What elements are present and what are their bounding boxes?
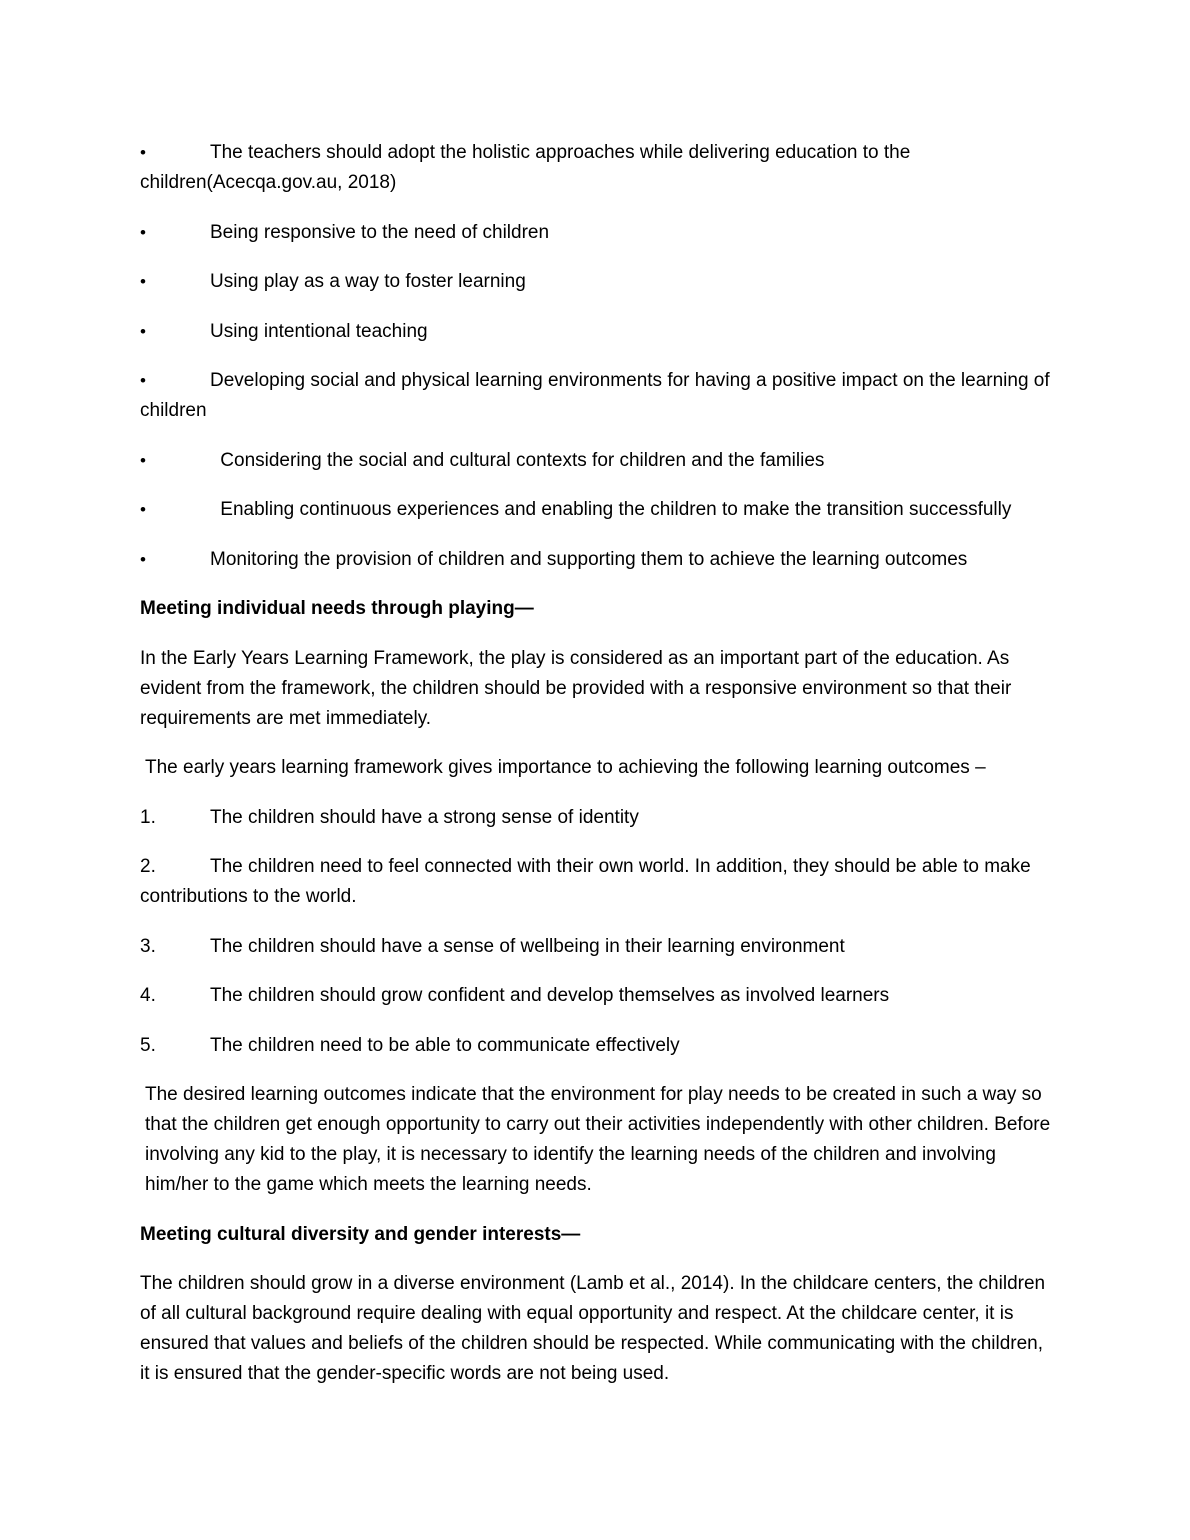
- numbered-item: [140, 1031, 1052, 1061]
- bullet-item: [140, 218, 1052, 248]
- section-heading-individual-needs: Meeting individual needs through playing—: [140, 598, 534, 619]
- bullet-marker: •: [140, 500, 146, 519]
- bullet-marker: •: [140, 450, 146, 470]
- bullet-item: [140, 446, 1052, 476]
- document-body: [140, 138, 1052, 1409]
- bullet-marker: •: [140, 549, 146, 569]
- bullet-item: [140, 317, 1052, 347]
- bullet-marker: •: [140, 222, 146, 242]
- item-text: The children should have a sense of wellbeing in their learning environment: [210, 935, 845, 957]
- paragraph-outcomes-intro: The early years learning framework gives importance to achieving the following learning outcomes –: [145, 757, 986, 778]
- item-number: 4.: [140, 985, 156, 1006]
- bullet-text: Developing social and physical learning environments for having a positive impact on the learning of children: [140, 370, 1050, 421]
- bullet-marker: •: [140, 371, 146, 390]
- item-number: 3.: [140, 935, 156, 957]
- bullet-text: Using intentional teaching: [210, 320, 428, 342]
- bullet-marker: •: [140, 272, 146, 291]
- item-text: The children need to feel connected with their own world. In addition, they should be able to make contributions to the world.: [140, 856, 1031, 907]
- paragraph-desired-outcomes: The desired learning outcomes indicate that the environment for play needs to be created in such a way so that the children get enough opportunity to carry out their activities independently with other children. Before involving any kid to the play, it is necessary to identify the learning needs of the children and involving him/her to the game which meets the learning needs.: [145, 1084, 1051, 1195]
- bullet-text: Enabling continuous experiences and enabling the children to make the transition successfully: [215, 499, 1012, 520]
- bullet-text: The teachers should adopt the holistic approaches while delivering education to the children(Acecqa.gov.au, 2018): [140, 142, 911, 193]
- item-number: 1.: [140, 806, 156, 828]
- bullet-text: Monitoring the provision of children and supporting them to achieve the learning outcomes: [210, 548, 968, 570]
- bullet-item: [140, 138, 1052, 198]
- bullet-item: [140, 545, 1052, 575]
- numbered-item: [140, 932, 1052, 962]
- numbered-item: [140, 852, 1052, 912]
- bullet-item: [140, 495, 1052, 525]
- item-text: The children should grow confident and develop themselves as involved learners: [210, 985, 890, 1006]
- item-number: 2.: [140, 856, 156, 877]
- numbered-item: [140, 981, 1052, 1011]
- paragraph-diverse-environment: The children should grow in a diverse environment (Lamb et al., 2014). In the childcare centers, the children of all cultural background require dealing with equal opportunity and respect. At the childcare center, it is ensured that values and beliefs of the children should be respected. While communicating with the children, it is ensured that the gender-specific words are not being used.: [140, 1273, 1046, 1384]
- numbered-item: [140, 803, 1052, 833]
- bullet-text: Considering the social and cultural contexts for children and the families: [215, 449, 825, 471]
- bullet-marker: •: [140, 321, 146, 341]
- paragraph-eylf-play: In the Early Years Learning Framework, the play is considered as an important part of the education. As evident from the framework, the children should be provided with a responsive environment so that their requirements are met immediately.: [140, 647, 1012, 729]
- bullet-text: Using play as a way to foster learning: [210, 271, 526, 292]
- item-text: The children should have a strong sense of identity: [210, 806, 639, 828]
- bullet-item: [140, 366, 1052, 426]
- item-text: The children need to be able to communicate effectively: [210, 1034, 680, 1056]
- bullet-item: [140, 267, 1052, 297]
- item-number: 5.: [140, 1034, 156, 1056]
- bullet-text: Being responsive to the need of children: [210, 221, 550, 243]
- section-heading-cultural-diversity: Meeting cultural diversity and gender interests—: [140, 1223, 581, 1245]
- bullet-marker: •: [140, 143, 146, 162]
